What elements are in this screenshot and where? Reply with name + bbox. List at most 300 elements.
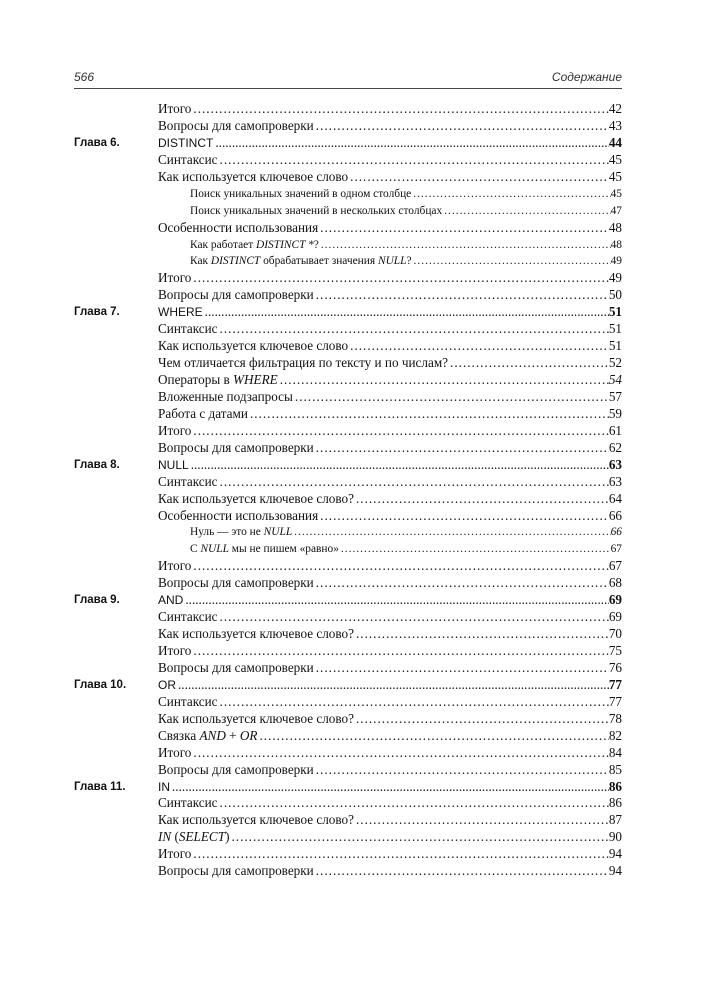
dot-leader — [218, 694, 609, 711]
chapter-label: Глава 8. — [74, 458, 120, 471]
entry-title — [158, 609, 218, 626]
title-part: + — [225, 727, 240, 743]
dot-leader — [411, 186, 610, 203]
running-title: Содержание — [551, 70, 622, 84]
title-part: Вопросы для самопроверки — [158, 761, 314, 777]
dot-leader — [191, 558, 608, 575]
toc-row — [74, 829, 622, 846]
title-part: Операторы в — [158, 372, 233, 387]
toc-chapter-row — [74, 135, 622, 152]
dot-leader — [191, 101, 608, 118]
entry-title — [158, 152, 218, 169]
toc-entry — [158, 846, 622, 863]
toc-entry — [158, 287, 622, 304]
title-part: Итого — [158, 643, 192, 658]
chapter-label: Глава 7. — [74, 306, 120, 319]
entry-title — [158, 779, 170, 796]
entry-title — [158, 270, 191, 287]
title-part: Как используется ключевое слово — [158, 168, 349, 184]
entry-title — [158, 118, 314, 135]
entry-page-number: 68 — [608, 575, 622, 591]
entry-page-number: 47 — [610, 204, 622, 217]
entry-page-number: 49 — [608, 270, 622, 286]
entry-page-number: 48 — [608, 219, 622, 235]
entry-page-number: 67 — [610, 543, 622, 556]
toc-row — [74, 846, 622, 863]
toc-entry — [158, 152, 622, 169]
title-part: Чем отличается фильтрация по тексту и по числам? — [158, 355, 449, 371]
entry-title — [158, 626, 354, 643]
toc-row — [74, 863, 622, 880]
entry-page-number: 62 — [608, 439, 622, 455]
toc-chapter-row — [74, 677, 622, 694]
entry-page-number: 51 — [608, 338, 622, 354]
toc-entry — [190, 203, 622, 220]
toc-entry — [158, 321, 622, 338]
toc-row — [74, 321, 622, 338]
entry-title — [158, 745, 191, 762]
entry-page-number: 87 — [608, 812, 622, 828]
title-part: Итого — [158, 101, 192, 116]
dot-leader — [218, 609, 609, 626]
chapter-label: Глава 9. — [74, 594, 120, 607]
toc-entry — [158, 609, 622, 626]
toc-row — [74, 338, 622, 355]
toc-entry — [158, 355, 622, 372]
running-header — [74, 70, 622, 90]
toc-row — [74, 762, 622, 779]
entry-title — [158, 711, 354, 728]
toc-entry — [158, 474, 622, 491]
dot-leader — [170, 779, 609, 796]
dot-leader — [354, 812, 609, 829]
dot-leader — [213, 135, 608, 152]
dot-leader — [348, 338, 609, 355]
chapter-label: Глава 11. — [74, 780, 126, 793]
entry-page-number: 51 — [608, 304, 622, 320]
entry-title — [158, 863, 314, 880]
entry-title — [158, 812, 354, 829]
title-part: Синтаксис — [158, 609, 218, 625]
toc-entry — [158, 101, 622, 118]
toc-entry — [158, 423, 622, 440]
entry-title — [158, 220, 318, 237]
entry-title — [158, 457, 189, 474]
table-of-contents — [74, 101, 622, 880]
entry-page-number: 76 — [608, 659, 622, 675]
dot-leader — [218, 321, 609, 338]
entry-page-number: 77 — [608, 693, 622, 709]
toc-entry — [158, 118, 622, 135]
toc-entry — [158, 728, 622, 745]
toc-row — [74, 795, 622, 812]
dot-leader — [218, 152, 609, 169]
dot-leader — [191, 643, 608, 660]
toc-row — [74, 203, 622, 220]
toc-entry — [158, 457, 622, 474]
toc-row — [74, 711, 622, 728]
entry-page-number: 86 — [608, 795, 622, 811]
toc-row — [74, 541, 622, 558]
entry-title — [158, 338, 348, 355]
toc-row — [74, 812, 622, 829]
toc-entry — [190, 237, 622, 254]
toc-row — [74, 440, 622, 457]
title-part: Итого — [158, 744, 192, 760]
entry-title — [158, 423, 191, 440]
title-part: Поиск уникальных значений в одном столбце — [190, 187, 412, 200]
toc-row — [74, 558, 622, 575]
toc-entry — [158, 694, 622, 711]
entry-page-number: 63 — [608, 456, 622, 472]
entry-page-number: 45 — [608, 168, 622, 184]
dot-leader — [314, 118, 609, 135]
title-part: Как используется ключевое слово? — [158, 710, 354, 726]
title-part: AND — [158, 593, 184, 608]
toc-row — [74, 508, 622, 525]
title-part: SELECT — [178, 829, 226, 845]
title-part: AND — [199, 727, 226, 743]
toc-entry — [158, 643, 622, 660]
toc-chapter-row — [74, 457, 622, 474]
entry-title — [158, 592, 183, 609]
title-part: OR — [239, 727, 258, 743]
title-part: обрабатывает значения — [260, 255, 378, 268]
entry-title — [158, 474, 218, 491]
dot-leader — [191, 846, 608, 863]
toc-row — [74, 660, 622, 677]
toc-entry — [158, 558, 622, 575]
entry-title — [158, 169, 348, 186]
entry-page-number: 94 — [608, 863, 622, 879]
toc-row — [74, 118, 622, 135]
entry-title — [158, 355, 448, 372]
title-part: Вопросы для самопроверки — [158, 575, 314, 591]
title-part: Синтаксис — [158, 321, 218, 337]
title-part: Как используется ключевое слово? — [158, 626, 354, 642]
entry-page-number: 64 — [608, 490, 622, 506]
entry-page-number: 45 — [610, 187, 622, 200]
entry-page-number: 66 — [608, 507, 622, 523]
entry-title — [158, 829, 229, 846]
dot-leader — [442, 203, 610, 220]
entry-title — [158, 135, 213, 152]
toc-entry — [158, 592, 622, 609]
toc-entry — [158, 762, 622, 779]
entry-page-number: 69 — [608, 592, 622, 608]
entry-title — [190, 186, 411, 203]
toc-entry — [158, 677, 622, 694]
entry-page-number: 52 — [608, 355, 622, 371]
title-part: Итого — [158, 558, 192, 574]
title-part: Работа с датами — [158, 405, 248, 421]
dot-leader — [348, 169, 609, 186]
toc-row — [74, 237, 622, 254]
entry-page-number: 67 — [608, 558, 622, 574]
toc-entry — [158, 795, 622, 812]
dot-leader — [314, 287, 609, 304]
toc-row — [74, 270, 622, 287]
dot-leader — [314, 575, 609, 592]
title-part: Связка — [158, 727, 200, 743]
entry-title — [158, 575, 314, 592]
toc-row — [74, 575, 622, 592]
title-part: NULL — [200, 543, 229, 556]
entry-title — [158, 643, 191, 660]
entry-title — [158, 660, 314, 677]
title-part: DISTINCT — [210, 255, 261, 268]
toc-entry — [158, 135, 622, 152]
dot-leader — [191, 423, 608, 440]
title-part: ( — [171, 829, 179, 845]
entry-title — [158, 762, 314, 779]
toc-row — [74, 694, 622, 711]
title-part: Особенности использования — [158, 219, 319, 235]
toc-row — [74, 745, 622, 762]
title-part: Вопросы для самопроверки — [158, 117, 314, 133]
toc-entry — [158, 575, 622, 592]
toc-chapter-row — [74, 304, 622, 321]
title-part: OR — [158, 677, 176, 692]
toc-entry — [158, 491, 622, 508]
dot-leader — [314, 660, 609, 677]
entry-page-number: 50 — [608, 287, 622, 303]
toc-entry — [158, 169, 622, 186]
toc-entry — [158, 626, 622, 643]
entry-page-number: 69 — [608, 609, 622, 625]
title-part: Вопросы для самопроверки — [158, 439, 314, 455]
dot-leader — [292, 524, 610, 541]
title-part: Синтаксис — [158, 473, 218, 489]
toc-row — [74, 101, 622, 118]
entry-title — [158, 304, 203, 321]
dot-leader — [191, 745, 608, 762]
toc-entry — [158, 711, 622, 728]
title-part: Нуль — это не — [190, 526, 264, 539]
toc-entry — [190, 541, 622, 558]
toc-chapter-row — [74, 779, 622, 796]
dot-leader — [176, 677, 609, 694]
title-part: Синтаксис — [158, 151, 218, 167]
title-part: Как — [190, 255, 211, 268]
toc-entry — [158, 270, 622, 287]
title-part: Вложенные подзапросы — [158, 388, 293, 404]
title-part: Вопросы для самопроверки — [158, 287, 314, 303]
toc-entry — [190, 186, 622, 203]
toc-row — [74, 626, 622, 643]
entry-title — [158, 508, 318, 525]
title-part: IN — [158, 829, 172, 845]
entry-title — [158, 101, 191, 118]
entry-page-number: 49 — [610, 255, 622, 268]
toc-row — [74, 169, 622, 186]
title-part: ) — [225, 829, 230, 845]
dot-leader — [314, 440, 609, 457]
entry-page-number: 59 — [608, 405, 622, 421]
entry-title — [158, 677, 176, 694]
entry-page-number: 57 — [608, 388, 622, 404]
toc-row — [74, 406, 622, 423]
dot-leader — [412, 253, 611, 270]
entry-page-number: 43 — [608, 117, 622, 133]
toc-row — [74, 372, 622, 389]
entry-page-number: 78 — [608, 710, 622, 726]
dot-leader — [203, 304, 609, 321]
toc-entry — [158, 406, 622, 423]
title-part: IN — [158, 779, 170, 794]
dot-leader — [248, 406, 609, 423]
toc-chapter-row — [74, 592, 622, 609]
title-part: DISTINCT * — [256, 238, 314, 251]
dot-leader — [191, 270, 608, 287]
title-part: С — [190, 543, 201, 556]
entry-page-number: 48 — [610, 238, 622, 251]
entry-page-number: 94 — [608, 846, 622, 862]
dot-leader — [229, 829, 608, 846]
title-part: WHERE — [233, 372, 278, 387]
page-number: 566 — [74, 70, 95, 84]
title-part: Вопросы для самопроверки — [158, 863, 314, 879]
entry-title — [190, 524, 292, 541]
title-part: ? — [313, 238, 319, 251]
title-part: Итого — [158, 422, 192, 438]
entry-title — [190, 541, 339, 558]
toc-row — [74, 389, 622, 406]
entry-page-number: 75 — [608, 643, 622, 658]
title-part: Как используется ключевое слово — [158, 338, 349, 354]
dot-leader — [314, 863, 609, 880]
dot-leader — [354, 711, 609, 728]
toc-entry — [158, 745, 622, 762]
title-part: мы не пишем «равно» — [228, 543, 339, 556]
toc-row — [74, 474, 622, 491]
toc-entry — [158, 829, 622, 846]
dot-leader — [354, 626, 609, 643]
entry-title — [158, 372, 278, 389]
title-part: Поиск уникальных значений в нескольких столбцах — [190, 204, 443, 217]
dot-leader — [314, 762, 609, 779]
entry-page-number: 70 — [608, 626, 622, 642]
title-part: NULL — [158, 457, 189, 472]
toc-row — [74, 287, 622, 304]
chapter-label: Глава 10. — [74, 678, 127, 691]
entry-title — [190, 237, 319, 254]
title-part: Итого — [158, 270, 192, 286]
entry-page-number: 45 — [608, 151, 622, 167]
toc-entry — [158, 389, 622, 406]
dot-leader — [218, 795, 609, 812]
title-part: Особенности использования — [158, 507, 319, 523]
toc-entry — [158, 338, 622, 355]
toc-entry — [158, 779, 622, 796]
toc-row — [74, 253, 622, 270]
entry-page-number: 61 — [608, 422, 622, 438]
toc-entry — [158, 220, 622, 237]
entry-title — [158, 728, 257, 745]
toc-row — [74, 152, 622, 169]
dot-leader — [189, 457, 609, 474]
entry-title — [190, 203, 442, 220]
toc-row — [74, 491, 622, 508]
toc-row — [74, 355, 622, 372]
entry-page-number: 66 — [610, 526, 622, 539]
title-part: Синтаксис — [158, 795, 218, 811]
entry-title — [158, 558, 191, 575]
title-part: Как используется ключевое слово? — [158, 490, 354, 506]
entry-page-number: 63 — [608, 473, 622, 489]
entry-title — [158, 846, 191, 863]
entry-page-number: 84 — [608, 744, 622, 760]
toc-row — [74, 186, 622, 203]
toc-entry — [158, 660, 622, 677]
toc-row — [74, 643, 622, 660]
entry-title — [158, 389, 293, 406]
dot-leader — [183, 592, 608, 609]
toc-row — [74, 609, 622, 626]
toc-entry — [158, 372, 622, 389]
entry-page-number: 44 — [608, 134, 622, 150]
entry-title — [158, 795, 218, 812]
toc-entry — [158, 863, 622, 880]
entry-page-number: 82 — [608, 727, 622, 743]
title-part: ? — [406, 255, 412, 268]
entry-page-number: 77 — [608, 676, 622, 692]
dot-leader — [318, 508, 609, 525]
header-rule — [74, 88, 622, 89]
entry-page-number: 86 — [608, 778, 622, 794]
toc-entry — [190, 524, 622, 541]
title-part: DISTINCT — [158, 135, 214, 150]
title-part: Вопросы для самопроверки — [158, 659, 314, 675]
dot-leader — [319, 237, 611, 254]
chapter-label: Глава 6. — [74, 136, 120, 149]
dot-leader — [318, 220, 609, 237]
toc-entry — [158, 440, 622, 457]
entry-page-number: 42 — [608, 101, 622, 116]
title-part: Как используется ключевое слово? — [158, 812, 354, 828]
entry-title — [158, 287, 314, 304]
title-part: NULL — [263, 526, 293, 539]
dot-leader — [339, 541, 611, 558]
title-part: Как работает — [190, 238, 257, 251]
toc-entry — [190, 253, 622, 270]
entry-title — [190, 253, 412, 270]
entry-page-number: 85 — [608, 761, 622, 777]
toc-row — [74, 220, 622, 237]
entry-page-number: 51 — [608, 321, 622, 337]
entry-title — [158, 406, 248, 423]
dot-leader — [257, 728, 608, 745]
dot-leader — [218, 474, 609, 491]
entry-page-number: 90 — [608, 829, 622, 845]
toc-entry — [158, 812, 622, 829]
toc-entry — [158, 304, 622, 321]
title-part: WHERE — [158, 305, 203, 320]
entry-page-number: 54 — [608, 372, 622, 387]
dot-leader — [278, 372, 609, 389]
title-part: Итого — [158, 846, 192, 862]
dot-leader — [448, 355, 609, 372]
title-part: NULL — [377, 255, 407, 268]
dot-leader — [293, 389, 609, 406]
toc-row — [74, 524, 622, 541]
entry-title — [158, 694, 218, 711]
dot-leader — [354, 491, 609, 508]
toc-entry — [158, 508, 622, 525]
entry-title — [158, 440, 314, 457]
entry-title — [158, 321, 218, 338]
title-part: Синтаксис — [158, 693, 218, 709]
